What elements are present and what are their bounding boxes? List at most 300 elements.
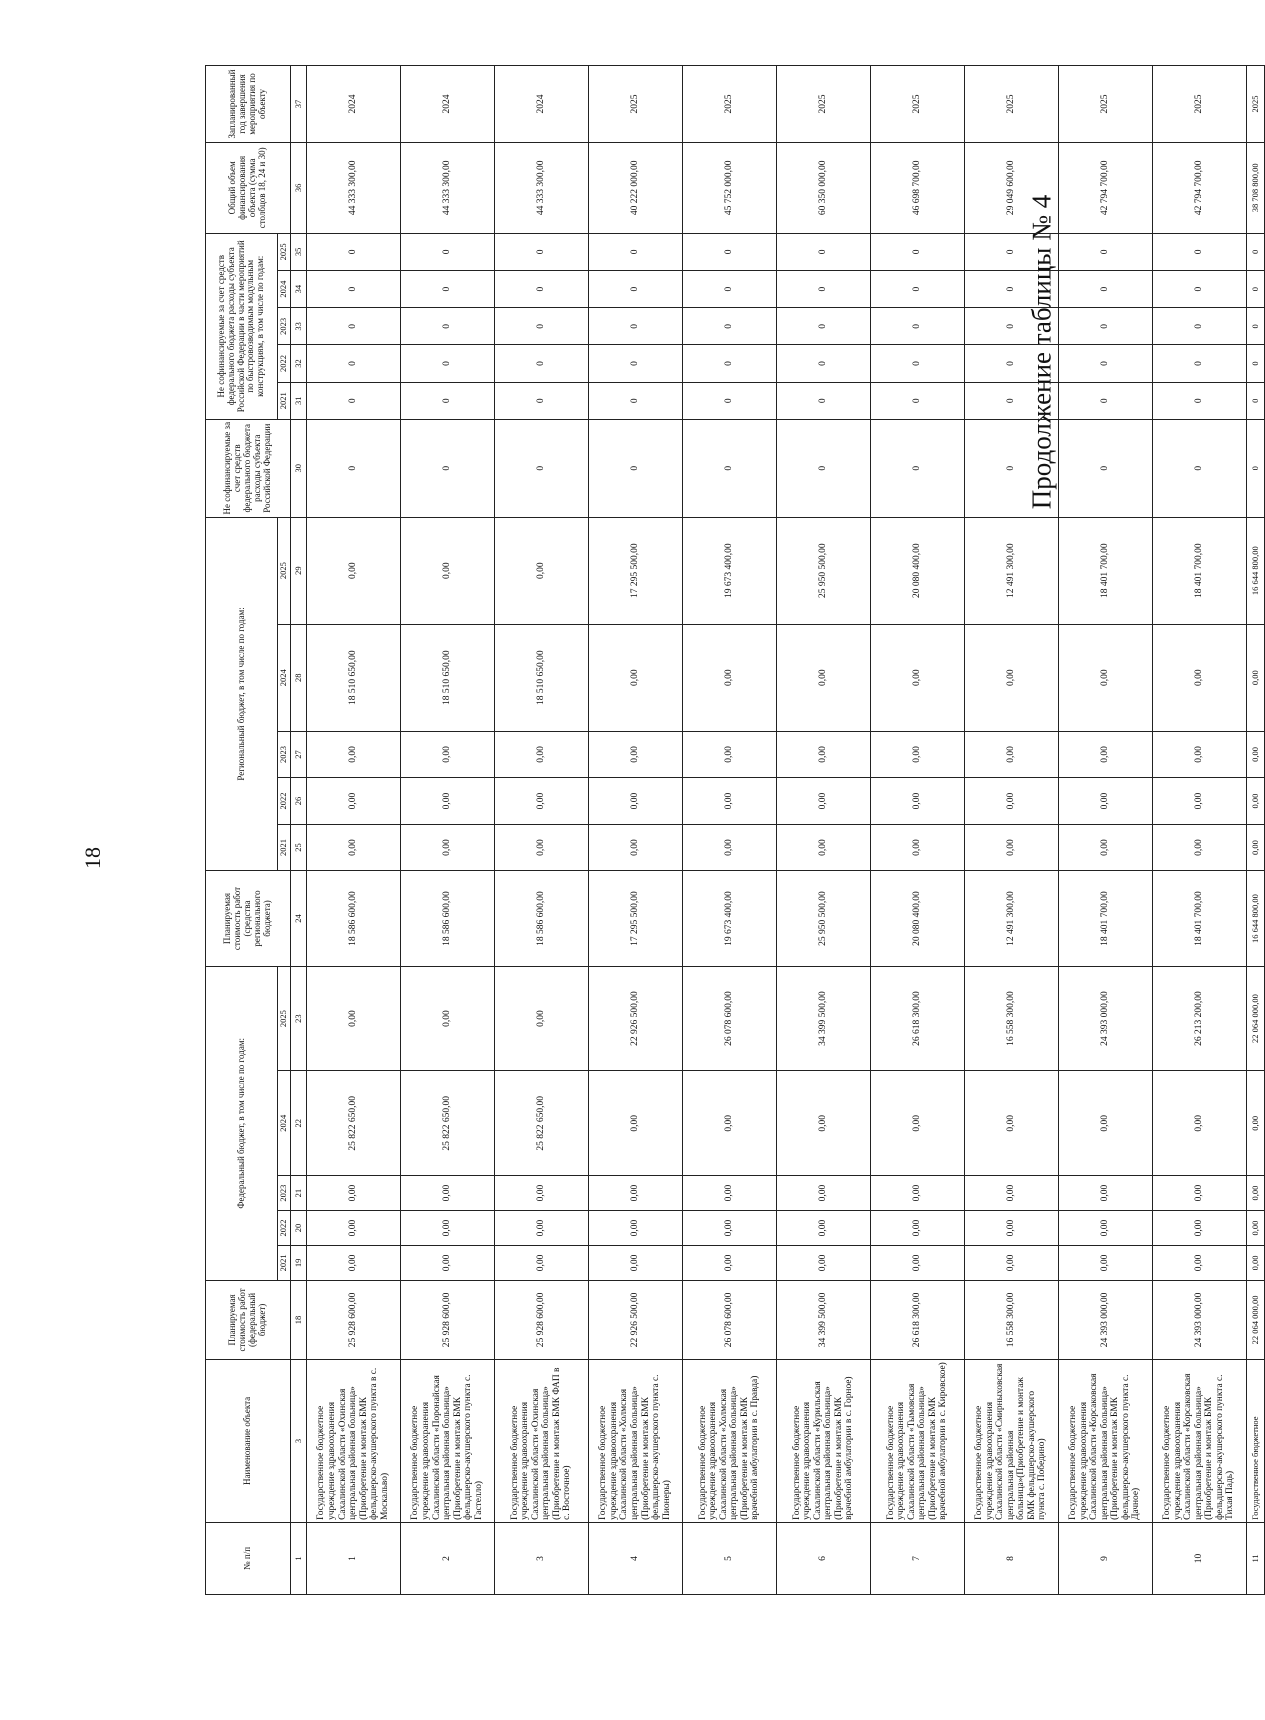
bmk-year-value: 0	[1246, 382, 1264, 419]
fed-cost: 34 399 500,00	[776, 1280, 870, 1359]
reg-year-value: 20 080 400,00	[870, 517, 964, 624]
table-row	[1152, 66, 1246, 1595]
bmk-year-value: 0	[1152, 308, 1246, 345]
column-number: 19	[291, 1245, 307, 1280]
fed-year-value: 0,00	[400, 1211, 494, 1246]
reg-year-value: 18 401 700,00	[1152, 517, 1246, 624]
nonco-value: 0	[1246, 419, 1264, 517]
reg-year-value: 0,00	[870, 624, 964, 731]
header-reg-budget: Региональный бюджет, в том числе по годам:	[206, 517, 278, 871]
reg-year-value: 0,00	[1152, 731, 1246, 778]
row-number: 3	[494, 1522, 588, 1594]
fed-year-value: 0,00	[776, 1176, 870, 1211]
total-value: 42 794 700,00	[1152, 142, 1246, 233]
fed-year-value: 25 822 650,00	[494, 1071, 588, 1176]
year-header: 2022	[278, 345, 291, 382]
bmk-year-value: 0	[1058, 308, 1152, 345]
fed-cost: 25 928 600,00	[306, 1280, 400, 1359]
row-number: 11	[1246, 1522, 1264, 1594]
fed-year-value: 26 078 600,00	[682, 966, 776, 1071]
bmk-year-value: 0	[306, 345, 400, 382]
reg-year-value: 25 950 500,00	[776, 517, 870, 624]
header-total: Общий объем финансирования объекта (сумма столбцов 18, 24 и 30)	[206, 142, 291, 233]
fed-year-value: 0,00	[494, 1176, 588, 1211]
bmk-year-value: 0	[588, 233, 682, 270]
fed-cost: 26 618 300,00	[870, 1280, 964, 1359]
bmk-year-value: 0	[588, 270, 682, 307]
reg-year-value: 0,00	[1152, 624, 1246, 731]
table-row	[776, 66, 870, 1595]
bmk-year-value: 0	[776, 308, 870, 345]
reg-year-value: 16 644 800,00	[1246, 517, 1264, 624]
header-name: Наименование объекта	[206, 1359, 291, 1522]
bmk-year-value: 0	[682, 270, 776, 307]
bmk-year-value: 0	[494, 345, 588, 382]
reg-year-value: 0,00	[776, 624, 870, 731]
reg-year-value: 0,00	[1058, 778, 1152, 825]
fed-year-value: 0,00	[1152, 1071, 1246, 1176]
reg-year-value: 0,00	[306, 517, 400, 624]
bmk-year-value: 0	[870, 308, 964, 345]
fed-year-value: 0,00	[964, 1071, 1058, 1176]
reg-year-value: 0,00	[964, 778, 1058, 825]
bmk-year-value: 0	[870, 382, 964, 419]
fed-year-value: 0,00	[776, 1071, 870, 1176]
bmk-year-value: 0	[776, 233, 870, 270]
column-number: 27	[291, 731, 307, 778]
nonco-value: 0	[964, 419, 1058, 517]
reg-year-value: 0,00	[682, 778, 776, 825]
object-name: Государственное бюджетное учреждение здравоохранения Сахалинской области «Курильская центральная районная больница» (Приобретение и монтаж БМК врачебной амбулатории в с. Горное)	[776, 1359, 870, 1522]
fed-year-value: 0,00	[870, 1071, 964, 1176]
total-value: 40 222 000,00	[588, 142, 682, 233]
reg-year-value: 0,00	[1246, 824, 1264, 871]
reg-year-value: 0,00	[682, 824, 776, 871]
fed-cost: 16 558 300,00	[964, 1280, 1058, 1359]
bmk-year-value: 0	[400, 233, 494, 270]
bmk-year-value: 0	[494, 382, 588, 419]
reg-year-value: 0,00	[588, 824, 682, 871]
object-name: Государственное бюджетное учреждение здравоохранения Сахалинской области «Тымовская центральная районная больница» (Приобретение и монтаж БМК врачебной амбулатории в с. Кировское)	[870, 1359, 964, 1522]
fed-cost: 25 928 600,00	[400, 1280, 494, 1359]
object-name: Государственное бюджетное учреждение здравоохранения Сахалинской области «Смирныховская центральная районная больница»(Приобретение и монтаж БМК фельдшерско-акушерского пункта с. Победино)	[964, 1359, 1058, 1522]
bmk-year-value: 0	[870, 270, 964, 307]
column-number: 31	[291, 382, 307, 419]
row-number: 2	[400, 1522, 494, 1594]
fed-year-value: 0,00	[588, 1245, 682, 1280]
fed-year-value: 0,00	[964, 1211, 1058, 1246]
fed-year-value: 0,00	[1058, 1176, 1152, 1211]
total-value: 29 049 600,00	[964, 142, 1058, 233]
object-name: Государственное бюджетное учреждение здравоохранения Сахалинской области «Корсаковская центральная районная больница» (Приобретение и монтаж БМК фельдшерско-акушерского пункта с. Дачное)	[1058, 1359, 1152, 1522]
year-header: 2023	[278, 731, 291, 778]
fed-year-value: 0,00	[1152, 1211, 1246, 1246]
bmk-year-value: 0	[588, 382, 682, 419]
reg-year-value: 0,00	[964, 824, 1058, 871]
bmk-year-value: 0	[1246, 345, 1264, 382]
nonco-value: 0	[494, 419, 588, 517]
fed-year-value: 0,00	[1058, 1071, 1152, 1176]
reg-year-value: 18 510 650,00	[306, 624, 400, 731]
reg-year-value: 12 491 300,00	[964, 517, 1058, 624]
reg-year-value: 0,00	[400, 824, 494, 871]
reg-year-value: 17 295 500,00	[588, 517, 682, 624]
fed-year-value: 0,00	[494, 966, 588, 1071]
fed-year-value: 0,00	[588, 1071, 682, 1176]
financing-table	[205, 65, 1265, 1595]
reg-cost: 25 950 500,00	[776, 871, 870, 966]
reg-cost: 19 673 400,00	[682, 871, 776, 966]
reg-year-value: 0,00	[682, 624, 776, 731]
fed-year-value: 0,00	[306, 1245, 400, 1280]
bmk-year-value: 0	[494, 308, 588, 345]
bmk-year-value: 0	[588, 345, 682, 382]
bmk-year-value: 0	[776, 345, 870, 382]
column-number: 3	[291, 1359, 307, 1522]
fed-year-value: 25 822 650,00	[306, 1071, 400, 1176]
fed-year-value: 0,00	[1152, 1176, 1246, 1211]
bmk-year-value: 0	[1152, 233, 1246, 270]
fed-cost: 25 928 600,00	[494, 1280, 588, 1359]
nonco-value: 0	[870, 419, 964, 517]
object-name: Государственное бюджетное	[1246, 1359, 1264, 1522]
year-end-value: 2025	[1246, 66, 1264, 143]
fed-year-value: 0,00	[1152, 1245, 1246, 1280]
reg-year-value: 0,00	[1058, 824, 1152, 871]
bmk-year-value: 0	[964, 382, 1058, 419]
bmk-year-value: 0	[400, 345, 494, 382]
object-name: Государственное бюджетное учреждение здравоохранения Сахалинской области «Поронайская центральная районная больница» (Приобретение и монтаж БМК фельдшерско-акушерского пункта с. Гастелло)	[400, 1359, 494, 1522]
fed-year-value: 0,00	[776, 1211, 870, 1246]
year-end-value: 2025	[588, 66, 682, 143]
nonco-value: 0	[1058, 419, 1152, 517]
header-nonco-bmk: Не софинансируемые за счет средств федерального бюджета расходы субъекта Российской Федерации в части мероприятий по быстровозводимым модульным конструкциям, в том числе по годам:	[206, 233, 278, 419]
row-number: 5	[682, 1522, 776, 1594]
year-end-value: 2025	[682, 66, 776, 143]
fed-year-value: 22 926 500,00	[588, 966, 682, 1071]
reg-year-value: 0,00	[494, 517, 588, 624]
fed-year-value: 0,00	[588, 1211, 682, 1246]
reg-year-value: 0,00	[400, 517, 494, 624]
table-row	[870, 66, 964, 1595]
fed-year-value: 0,00	[682, 1245, 776, 1280]
reg-year-value: 0,00	[400, 778, 494, 825]
fed-year-value: 0,00	[870, 1211, 964, 1246]
reg-cost: 17 295 500,00	[588, 871, 682, 966]
fed-year-value: 0,00	[1246, 1071, 1264, 1176]
fed-year-value: 0,00	[588, 1176, 682, 1211]
fed-year-value: 0,00	[306, 966, 400, 1071]
bmk-year-value: 0	[400, 270, 494, 307]
total-value: 42 794 700,00	[1058, 142, 1152, 233]
bmk-year-value: 0	[400, 308, 494, 345]
nonco-value: 0	[1152, 419, 1246, 517]
bmk-year-value: 0	[1152, 345, 1246, 382]
bmk-year-value: 0	[870, 233, 964, 270]
column-number: 32	[291, 345, 307, 382]
header-year-end: Запланированный год завершения мероприятия по объекту	[206, 66, 291, 143]
fed-year-value: 0,00	[1246, 1211, 1264, 1246]
total-value: 38 708 800,00	[1246, 142, 1264, 233]
fed-year-value: 0,00	[1058, 1211, 1152, 1246]
fed-year-value: 0,00	[1246, 1176, 1264, 1211]
reg-year-value: 0,00	[494, 731, 588, 778]
fed-year-value: 0,00	[1246, 1245, 1264, 1280]
fed-year-value: 25 822 650,00	[400, 1071, 494, 1176]
reg-year-value: 0,00	[776, 824, 870, 871]
year-end-value: 2024	[306, 66, 400, 143]
reg-cost: 20 080 400,00	[870, 871, 964, 966]
year-end-value: 2025	[1152, 66, 1246, 143]
reg-cost: 16 644 800,00	[1246, 871, 1264, 966]
table-row	[306, 66, 400, 1595]
reg-year-value: 0,00	[1058, 731, 1152, 778]
fed-cost: 22 926 500,00	[588, 1280, 682, 1359]
year-header: 2025	[278, 233, 291, 270]
column-number: 24	[291, 871, 307, 966]
bmk-year-value: 0	[682, 382, 776, 419]
nonco-value: 0	[588, 419, 682, 517]
year-header: 2024	[278, 1071, 291, 1176]
column-number: 1	[291, 1522, 307, 1594]
bmk-year-value: 0	[1058, 382, 1152, 419]
header-num: № п/п	[206, 1522, 291, 1594]
reg-year-value: 0,00	[306, 731, 400, 778]
table-row	[1246, 66, 1264, 1595]
reg-year-value: 0,00	[964, 731, 1058, 778]
row-number: 6	[776, 1522, 870, 1594]
object-name: Государственное бюджетное учреждение здравоохранения Сахалинской области «Охинская центральная районная больница» (Приобретение и монтаж БМК фельдшерско-акушерского пункта в с. Москальво)	[306, 1359, 400, 1522]
reg-year-value: 0,00	[870, 731, 964, 778]
bmk-year-value: 0	[1152, 382, 1246, 419]
nonco-value: 0	[776, 419, 870, 517]
column-number: 23	[291, 966, 307, 1071]
column-number: 33	[291, 308, 307, 345]
reg-cost: 18 586 600,00	[306, 871, 400, 966]
reg-cost: 18 401 700,00	[1152, 871, 1246, 966]
fed-year-value: 16 558 300,00	[964, 966, 1058, 1071]
bmk-year-value: 0	[306, 270, 400, 307]
year-end-value: 2025	[776, 66, 870, 143]
column-number: 37	[291, 66, 307, 143]
year-end-value: 2025	[870, 66, 964, 143]
object-name: Государственное бюджетное учреждение здравоохранения Сахалинской области «Холмская центральная районная больница» (Приобретение и монтаж БМК фельдшерско-акушерского пункта с. Пионеры)	[588, 1359, 682, 1522]
row-number: 7	[870, 1522, 964, 1594]
fed-year-value: 0,00	[682, 1176, 776, 1211]
column-number: 25	[291, 824, 307, 871]
row-number: 9	[1058, 1522, 1152, 1594]
table-heading: Продолжение таблицы № 4	[1026, 194, 1057, 510]
year-header: 2022	[278, 1211, 291, 1246]
fed-year-value: 0,00	[400, 1245, 494, 1280]
reg-year-value: 0,00	[870, 824, 964, 871]
rotated-table-container	[205, 65, 1265, 1595]
year-header: 2024	[278, 270, 291, 307]
reg-cost: 18 401 700,00	[1058, 871, 1152, 966]
year-header: 2021	[278, 824, 291, 871]
bmk-year-value: 0	[1058, 345, 1152, 382]
table-row	[682, 66, 776, 1595]
object-name: Государственное бюджетное учреждение здравоохранения Сахалинской области «Корсаковская центральная районная больница» (Приобретение и монтаж БМК фельдшерско-акушерского пункта с. Тихая Падь)	[1152, 1359, 1246, 1522]
year-header: 2023	[278, 1176, 291, 1211]
total-value: 60 350 000,00	[776, 142, 870, 233]
fed-year-value: 0,00	[964, 1245, 1058, 1280]
fed-cost: 26 078 600,00	[682, 1280, 776, 1359]
fed-cost: 22 064 000,00	[1246, 1280, 1264, 1359]
reg-year-value: 0,00	[1152, 778, 1246, 825]
reg-year-value: 0,00	[588, 778, 682, 825]
fed-year-value: 0,00	[1058, 1245, 1152, 1280]
fed-year-value: 22 064 000,00	[1246, 966, 1264, 1071]
row-number: 4	[588, 1522, 682, 1594]
fed-year-value: 26 618 300,00	[870, 966, 964, 1071]
reg-year-value: 0,00	[494, 778, 588, 825]
year-header: 2021	[278, 1245, 291, 1280]
year-header: 2023	[278, 308, 291, 345]
year-end-value: 2025	[1058, 66, 1152, 143]
column-number-row	[291, 66, 307, 1595]
reg-year-value: 0,00	[1246, 778, 1264, 825]
year-header: 2025	[278, 517, 291, 624]
bmk-year-value: 0	[682, 308, 776, 345]
column-number: 29	[291, 517, 307, 624]
bmk-year-value: 0	[306, 233, 400, 270]
bmk-year-value: 0	[400, 382, 494, 419]
bmk-year-value: 0	[1058, 270, 1152, 307]
bmk-year-value: 0	[494, 233, 588, 270]
row-number: 8	[964, 1522, 1058, 1594]
total-value: 46 698 700,00	[870, 142, 964, 233]
column-number: 26	[291, 778, 307, 825]
reg-cost: 18 586 600,00	[494, 871, 588, 966]
reg-year-value: 0,00	[964, 624, 1058, 731]
reg-year-value: 19 673 400,00	[682, 517, 776, 624]
year-header: 2024	[278, 624, 291, 731]
bmk-year-value: 0	[776, 270, 870, 307]
reg-cost: 12 491 300,00	[964, 871, 1058, 966]
total-value: 44 333 300,00	[306, 142, 400, 233]
bmk-year-value: 0	[1246, 233, 1264, 270]
fed-year-value: 0,00	[776, 1245, 870, 1280]
row-number: 1	[306, 1522, 400, 1594]
nonco-value: 0	[400, 419, 494, 517]
bmk-year-value: 0	[588, 308, 682, 345]
fed-year-value: 0,00	[494, 1245, 588, 1280]
fed-year-value: 0,00	[494, 1211, 588, 1246]
year-header: 2025	[278, 966, 291, 1071]
bmk-year-value: 0	[964, 270, 1058, 307]
bmk-year-value: 0	[306, 308, 400, 345]
reg-year-value: 0,00	[1152, 824, 1246, 871]
bmk-year-value: 0	[776, 382, 870, 419]
reg-year-value: 0,00	[588, 731, 682, 778]
column-number: 18	[291, 1280, 307, 1359]
bmk-year-value: 0	[1246, 270, 1264, 307]
reg-year-value: 0,00	[870, 778, 964, 825]
bmk-year-value: 0	[1058, 233, 1152, 270]
total-value: 44 333 300,00	[494, 142, 588, 233]
table-row	[400, 66, 494, 1595]
bmk-year-value: 0	[682, 345, 776, 382]
reg-year-value: 0,00	[1058, 624, 1152, 731]
total-value: 45 752 000,00	[682, 142, 776, 233]
fed-year-value: 0,00	[306, 1211, 400, 1246]
bmk-year-value: 0	[494, 270, 588, 307]
reg-year-value: 0,00	[306, 824, 400, 871]
header-reg-cost: Планируемая стоимость работ (средства регионального бюджета)	[206, 871, 291, 966]
column-number: 21	[291, 1176, 307, 1211]
table-row	[588, 66, 682, 1595]
reg-year-value: 0,00	[776, 731, 870, 778]
bmk-year-value: 0	[1246, 308, 1264, 345]
fed-year-value: 0,00	[682, 1071, 776, 1176]
column-number: 28	[291, 624, 307, 731]
fed-year-value: 0,00	[964, 1176, 1058, 1211]
year-end-value: 2025	[964, 66, 1058, 143]
reg-year-value: 0,00	[1246, 731, 1264, 778]
reg-year-value: 18 510 650,00	[400, 624, 494, 731]
fed-cost: 24 393 000,00	[1058, 1280, 1152, 1359]
year-end-value: 2024	[400, 66, 494, 143]
column-number: 34	[291, 270, 307, 307]
column-number: 22	[291, 1071, 307, 1176]
total-value: 44 333 300,00	[400, 142, 494, 233]
object-name: Государственное бюджетное учреждение здравоохранения Сахалинской области «Охинская центральная районная больница» (Приобретение и монтаж БМК ФАП в с. Восточное)	[494, 1359, 588, 1522]
reg-year-value: 18 401 700,00	[1058, 517, 1152, 624]
reg-year-value: 0,00	[494, 824, 588, 871]
column-number: 35	[291, 233, 307, 270]
bmk-year-value: 0	[306, 382, 400, 419]
bmk-year-value: 0	[964, 233, 1058, 270]
table-row	[964, 66, 1058, 1595]
reg-cost: 18 586 600,00	[400, 871, 494, 966]
nonco-value: 0	[306, 419, 400, 517]
fed-year-value: 0,00	[400, 966, 494, 1071]
column-number: 30	[291, 419, 307, 517]
fed-year-value: 34 399 500,00	[776, 966, 870, 1071]
fed-year-value: 0,00	[306, 1176, 400, 1211]
fed-cost: 24 393 000,00	[1152, 1280, 1246, 1359]
nonco-value: 0	[682, 419, 776, 517]
reg-year-value: 0,00	[588, 624, 682, 731]
table-row	[1058, 66, 1152, 1595]
year-header: 2022	[278, 778, 291, 825]
reg-year-value: 0,00	[1246, 624, 1264, 731]
fed-year-value: 24 393 000,00	[1058, 966, 1152, 1071]
reg-year-value: 0,00	[400, 731, 494, 778]
reg-year-value: 0,00	[776, 778, 870, 825]
object-name: Государственное бюджетное учреждение здравоохранения Сахалинской области «Холмская центральная районная больница» (Приобретение и монтаж БМК врачебной амбулатории в с. Правда)	[682, 1359, 776, 1522]
bmk-year-value: 0	[870, 345, 964, 382]
table-row	[494, 66, 588, 1595]
reg-year-value: 0,00	[306, 778, 400, 825]
bmk-year-value: 0	[1152, 270, 1246, 307]
fed-year-value: 26 213 200,00	[1152, 966, 1246, 1071]
column-number: 20	[291, 1211, 307, 1246]
reg-year-value: 0,00	[682, 731, 776, 778]
page-number: 18	[80, 847, 105, 869]
year-end-value: 2024	[494, 66, 588, 143]
bmk-year-value: 0	[682, 233, 776, 270]
row-number: 10	[1152, 1522, 1246, 1594]
fed-year-value: 0,00	[870, 1245, 964, 1280]
fed-year-value: 0,00	[870, 1176, 964, 1211]
bmk-year-value: 0	[964, 308, 1058, 345]
bmk-year-value: 0	[964, 345, 1058, 382]
reg-year-value: 18 510 650,00	[494, 624, 588, 731]
year-header: 2021	[278, 382, 291, 419]
fed-year-value: 0,00	[682, 1211, 776, 1246]
